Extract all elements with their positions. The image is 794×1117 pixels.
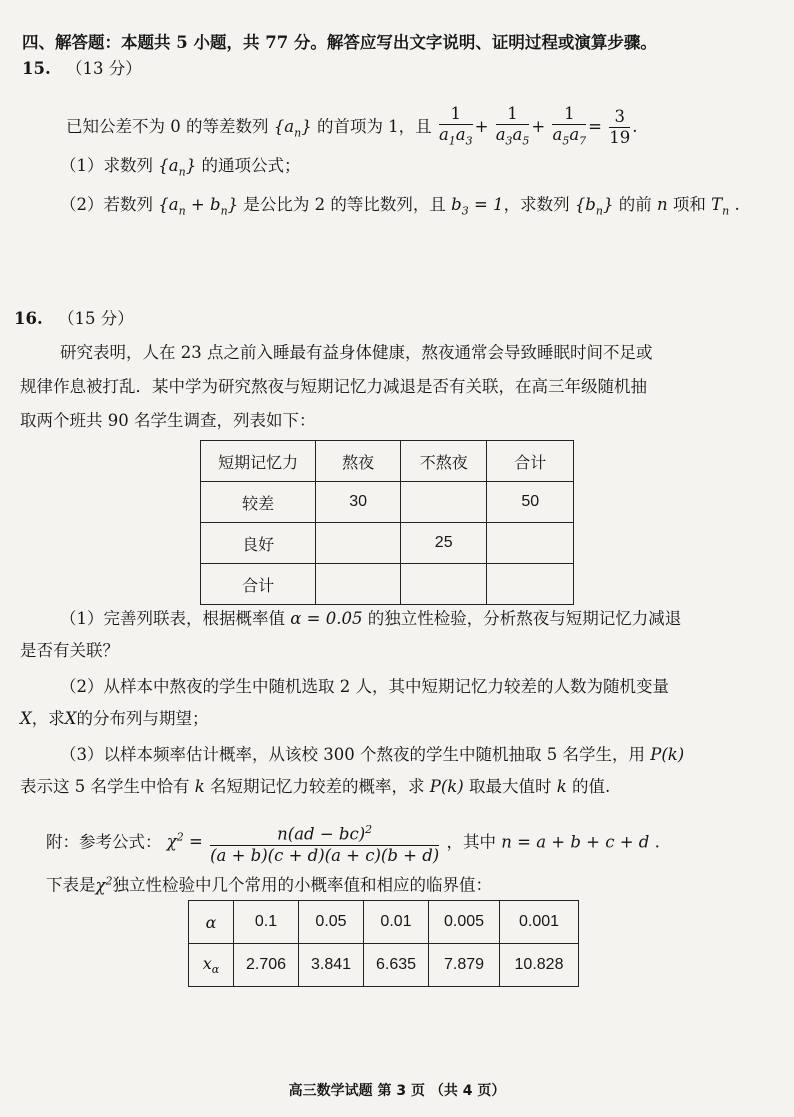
q16-formula: 附：参考公式： $\chi^2$ = $\frac{n(ad - bc)^2}{(a + b)(c + d)(a + c)(b + d)}$ ，其中 n = a + b + c + d .: [46, 820, 660, 866]
q16-chi-sq-2: $\chi^2$: [95, 874, 113, 895]
q15-stem: 已知公差不为 0 的等差数列 $\{a_n\}$ 的首项为 1，且 $\frac{1}{a_1a_3}$ + $\frac{1}{a_3a_5}$ + $\frac{1}{a_5a_7}$ = $\frac{3}{19}$ .: [66, 104, 637, 151]
q15-part1-pre: （1）求数列: [60, 156, 153, 175]
q16-var-x: X: [20, 709, 32, 728]
q15-number: 15.: [22, 59, 51, 78]
q15-stem-mid: 的首项为 1，且: [316, 117, 432, 137]
table-cell: 50: [487, 482, 574, 523]
q15-part2-seq: $\{a_n + b_n\}$: [158, 195, 239, 218]
q16-formula-where: ，其中: [446, 832, 496, 852]
alpha-cell: 0.005: [429, 901, 500, 944]
table-header-cell: 熬夜: [316, 441, 401, 482]
page-footer: 高三数学试题 第 3 页 （共 4 页）: [288, 1083, 506, 1099]
table-cell: [487, 523, 574, 564]
q16-part1-line2: 是否有关联？: [20, 641, 119, 660]
q16-part2-line2: [20, 708, 209, 730]
x-alpha-cell: 10.828: [500, 944, 579, 987]
table-header-cell: 合计: [487, 441, 574, 482]
alpha-cell: 0.05: [299, 901, 364, 944]
table-cell: [400, 482, 487, 523]
x-alpha-cell: 7.879: [429, 944, 500, 987]
q16-alpha: α = 0.05: [290, 609, 363, 628]
q15-part2-bn: $\{b_n\}$: [574, 195, 614, 218]
x-alpha-cell: 2.706: [234, 944, 299, 987]
q15-frac-3: $\frac{1}{a_5a_7}$: [552, 104, 587, 148]
table-row: [201, 564, 574, 605]
q15-part2: （2）若数列 $\{a_n + b_n\}$ 是公比为 2 的等比数列，且 $b_3 = 1$，求数列 $\{b_n\}$ 的前 n 项和 $T_n$ .: [60, 195, 740, 218]
q16-p3-c: 名短期记忆力较差的概率，求: [210, 777, 425, 796]
q15-header: [22, 58, 142, 80]
q16-number: 16.: [14, 309, 43, 328]
q15-points: （13 分）: [65, 59, 142, 78]
q16-formula-label: 附：参考公式：: [46, 832, 162, 852]
table-row: [201, 523, 574, 564]
alpha-row: [189, 901, 579, 944]
q16-p1-b: 的独立性检验，分析熬夜与短期记忆力减退: [367, 609, 682, 628]
x-alpha-cell: 3.841: [299, 944, 364, 987]
q16-p3-b: 表示这 5 名学生中恰有: [20, 777, 190, 796]
q15-part2-pre: （2）若数列: [60, 195, 153, 214]
q16-p2-c: 的分布列与期望；: [76, 709, 209, 728]
q15-stem-pre: 已知公差不为 0 的等差数列: [66, 117, 269, 137]
q16-part1-line1: [60, 608, 681, 630]
q16-p3-a: （3）以样本频率估计概率，从该校 300 个熬夜的学生中随机抽取 5 名学生，用: [60, 745, 645, 764]
q16-part3-line2: [20, 776, 610, 798]
alpha-cell: 0.1: [234, 901, 299, 944]
table-cell: [316, 523, 401, 564]
q15-part2-tn: $T_n$: [711, 195, 730, 218]
table-cell: 较差: [201, 482, 316, 523]
q16-p3-e: 的值.: [571, 777, 611, 796]
table-header-cell: 短期记忆力: [201, 441, 316, 482]
q15-seq-an: $\{a_n\}$: [273, 117, 312, 140]
q16-chi-sq: $\chi^2$ =: [166, 830, 203, 852]
q15-part2-mid2: ，求数列: [503, 195, 570, 214]
table-header-row: [201, 441, 574, 482]
q15-part2-end: 项和: [672, 195, 706, 214]
q16-pk-2: P(k): [429, 777, 464, 796]
q15-part1-seq: $\{a_n\}$: [158, 156, 197, 179]
q16-var-x-2: X: [64, 709, 77, 728]
table-cell: [400, 564, 487, 605]
x-alpha-label: $x_\alpha$: [189, 944, 234, 987]
q15-part2-n: n: [656, 195, 668, 214]
x-alpha-cell: 6.635: [364, 944, 429, 987]
q16-formula-frac: $\frac{n(ad - bc)^2}{(a + b)(c + d)(a + c)(b + d)}$: [210, 820, 439, 866]
q16-n-def: n = a + b + c + d: [501, 832, 650, 852]
q16-intro-1: 研究表明，人在 23 点之前入睡最有益身体健康，熬夜通常会导致睡眠时间不足或: [60, 343, 653, 362]
q16-k: k: [194, 777, 205, 796]
section-title: 四、解答题：本题共 5 小题，共 77 分。解答应写出文字说明、证明过程或演算步骤。: [22, 33, 657, 52]
x-alpha-row: [189, 944, 579, 987]
q16-critical-intro-b: 独立性检验中几个常用的小概率值和相应的临界值：: [112, 875, 492, 895]
q15-part2-b3: $b_3 = 1$: [451, 195, 504, 218]
q16-critical-intro-a: 下表是: [46, 875, 96, 895]
q16-part2-line1: （2）从样本中熬夜的学生中随机选取 2 人，其中短期记忆力较差的人数为随机变量: [60, 677, 669, 696]
q16-p3-d: 取最大值时: [468, 777, 552, 796]
table-cell: 30: [316, 482, 401, 523]
table-cell: [487, 564, 574, 605]
q16-p2-b: ，求: [31, 709, 65, 728]
q16-intro-2: 规律作息被打乱．某中学为研究熬夜与短期记忆力减退是否有关联，在高三年级随机抽: [20, 377, 647, 396]
q16-part3-line1: [60, 744, 684, 766]
q15-frac-rhs: $\frac{3}{19}$: [609, 107, 631, 148]
contingency-table: [200, 440, 574, 605]
table-cell: [316, 564, 401, 605]
q16-p1-a: （1）完善列联表，根据概率值: [60, 609, 285, 628]
q15-part1: [60, 155, 300, 183]
table-cell: 良好: [201, 523, 316, 564]
table-cell: 合计: [201, 564, 316, 605]
table-row: [201, 482, 574, 523]
q15-part2-mid: 是公比为 2 的等比数列，且: [243, 195, 446, 214]
q15-part2-post: 的前: [618, 195, 652, 214]
q16-points: （15 分）: [57, 309, 134, 328]
q15-frac-1: $\frac{1}{a_1a_3}$: [438, 104, 473, 148]
q16-critical-intro: [46, 870, 492, 897]
q15-frac-2: $\frac{1}{a_3a_5}$: [495, 104, 530, 148]
alpha-cell: 0.001: [500, 901, 579, 944]
alpha-label: α: [189, 901, 234, 944]
q16-intro-3: 取两个班共 90 名学生调查，列表如下：: [20, 411, 316, 430]
alpha-cell: 0.01: [364, 901, 429, 944]
critical-value-table: [188, 900, 579, 987]
q16-k-2: k: [556, 777, 567, 796]
q15-part1-post: 的通项公式；: [201, 156, 301, 175]
table-header-cell: 不熬夜: [400, 441, 487, 482]
q16-header: [14, 308, 134, 330]
table-cell: 25: [400, 523, 487, 564]
q16-pk: P(k): [650, 745, 685, 764]
